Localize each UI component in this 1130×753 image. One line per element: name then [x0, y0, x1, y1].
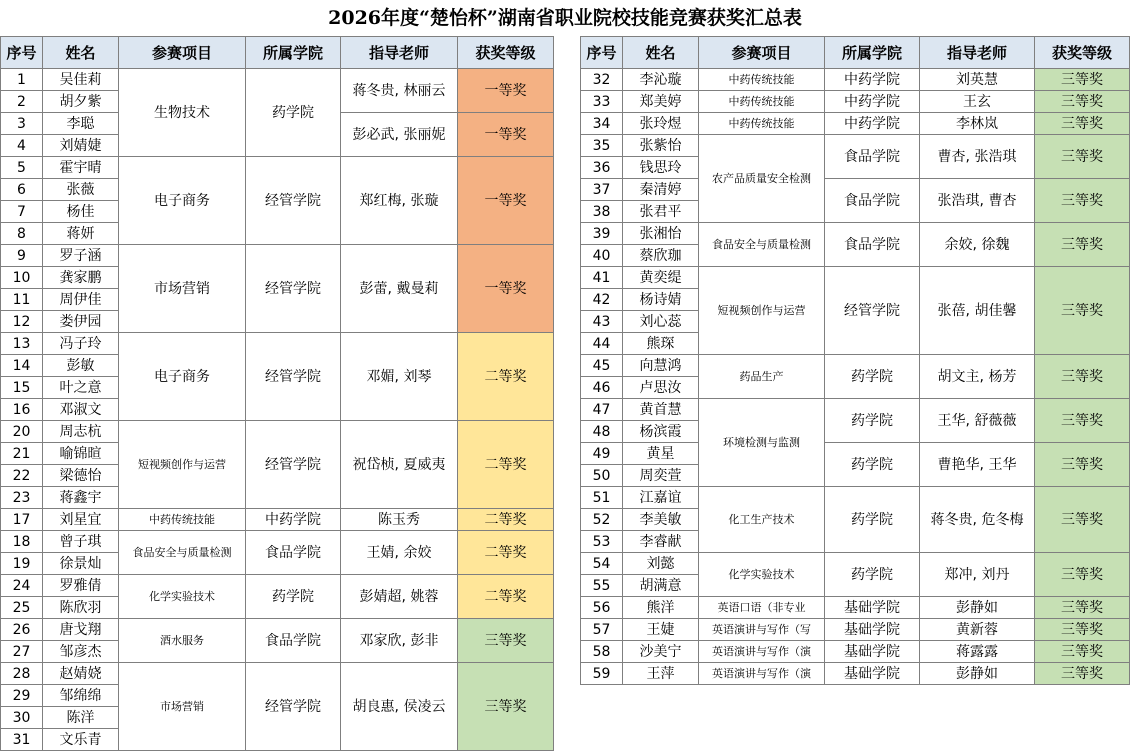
award-level-cell: 一等奖: [458, 113, 554, 157]
award-level-cell: 三等奖: [1035, 443, 1130, 487]
row-number-cell: 36: [581, 157, 623, 179]
project-cell: 英语演讲与写作（演: [699, 641, 825, 663]
project-cell: 电子商务: [119, 157, 246, 245]
student-name-cell: 周志杭: [43, 421, 119, 443]
row-number-cell: 34: [581, 113, 623, 135]
student-name-cell: 钱思玲: [623, 157, 699, 179]
row-number-cell: 19: [1, 553, 43, 575]
teacher-cell: 王玄: [920, 91, 1035, 113]
teacher-cell: 王华, 舒薇薇: [920, 399, 1035, 443]
row-number-cell: 15: [1, 377, 43, 399]
student-name-cell: 吴佳莉: [43, 69, 119, 91]
college-cell: 药学院: [246, 575, 341, 619]
award-table-right: [580, 36, 1130, 685]
award-level-cell: 二等奖: [458, 333, 554, 421]
award-level-cell: 三等奖: [1035, 487, 1130, 553]
table-row: [581, 597, 1130, 619]
college-cell: 中药学院: [825, 113, 920, 135]
table-row: [1, 531, 554, 553]
student-name-cell: 杨佳: [43, 201, 119, 223]
award-level-cell: 二等奖: [458, 575, 554, 619]
student-name-cell: 卢思汝: [623, 377, 699, 399]
row-number-cell: 14: [1, 355, 43, 377]
teacher-cell: 王婧, 余姣: [341, 531, 458, 575]
table-row: [581, 487, 1130, 509]
teacher-cell: 彭婧超, 姚蓉: [341, 575, 458, 619]
teacher-cell: 彭静如: [920, 663, 1035, 685]
college-cell: 经管学院: [246, 663, 341, 751]
student-name-cell: 蔡欣珈: [623, 245, 699, 267]
college-cell: 中药学院: [246, 509, 341, 531]
table-row: [1, 333, 554, 355]
college-cell: 食品学院: [825, 223, 920, 267]
teacher-cell: 张蓓, 胡佳馨: [920, 267, 1035, 355]
award-level-cell: 三等奖: [1035, 135, 1130, 179]
row-number-cell: 37: [581, 179, 623, 201]
college-cell: 经管学院: [246, 333, 341, 421]
teacher-cell: 祝岱桢, 夏威夷: [341, 421, 458, 509]
table-row: [581, 179, 1130, 201]
award-level-cell: 三等奖: [1035, 69, 1130, 91]
student-name-cell: 蒋妍: [43, 223, 119, 245]
project-cell: 英语口语（非专业: [699, 597, 825, 619]
teacher-cell: 曹杏, 张浩琪: [920, 135, 1035, 179]
student-name-cell: 江嘉谊: [623, 487, 699, 509]
row-number-cell: 33: [581, 91, 623, 113]
teacher-cell: 胡良惠, 侯凌云: [341, 663, 458, 751]
project-cell: 中药传统技能: [699, 69, 825, 91]
student-name-cell: 刘心蕊: [623, 311, 699, 333]
project-cell: 中药传统技能: [699, 113, 825, 135]
row-number-cell: 57: [581, 619, 623, 641]
row-number-cell: 26: [1, 619, 43, 641]
student-name-cell: 李聪: [43, 113, 119, 135]
row-number-cell: 51: [581, 487, 623, 509]
row-number-cell: 9: [1, 245, 43, 267]
college-cell: 食品学院: [825, 135, 920, 179]
row-number-cell: 56: [581, 597, 623, 619]
award-level-cell: 三等奖: [1035, 267, 1130, 355]
college-cell: 药学院: [825, 487, 920, 553]
student-name-cell: 周伊佳: [43, 289, 119, 311]
project-cell: 市场营销: [119, 245, 246, 333]
header-teacher: 指导老师: [341, 37, 458, 69]
table-row: [1, 619, 554, 641]
student-name-cell: 秦清婷: [623, 179, 699, 201]
row-number-cell: 3: [1, 113, 43, 135]
college-cell: 中药学院: [825, 91, 920, 113]
row-number-cell: 46: [581, 377, 623, 399]
teacher-cell: 彭蕾, 戴曼莉: [341, 245, 458, 333]
project-cell: 环境检测与监测: [699, 399, 825, 487]
student-name-cell: 张君平: [623, 201, 699, 223]
award-level-cell: 三等奖: [1035, 223, 1130, 267]
row-number-cell: 16: [1, 399, 43, 421]
table-row: [581, 267, 1130, 289]
row-number-cell: 4: [1, 135, 43, 157]
row-number-cell: 38: [581, 201, 623, 223]
table-row: [581, 113, 1130, 135]
student-name-cell: 娄伊园: [43, 311, 119, 333]
row-number-cell: 31: [1, 729, 43, 751]
header-award: 获奖等级: [1035, 37, 1130, 69]
project-cell: 化学实验技术: [119, 575, 246, 619]
table-row: [1, 421, 554, 443]
row-number-cell: 8: [1, 223, 43, 245]
table-row: [581, 619, 1130, 641]
table-row: [581, 399, 1130, 421]
student-name-cell: 罗子涵: [43, 245, 119, 267]
college-cell: 经管学院: [246, 157, 341, 245]
student-name-cell: 张湘怡: [623, 223, 699, 245]
student-name-cell: 邹绵绵: [43, 685, 119, 707]
row-number-cell: 11: [1, 289, 43, 311]
project-cell: 生物技术: [119, 69, 246, 157]
teacher-cell: 胡文主, 杨芳: [920, 355, 1035, 399]
award-level-cell: 一等奖: [458, 157, 554, 245]
row-number-cell: 28: [1, 663, 43, 685]
student-name-cell: 李睿献: [623, 531, 699, 553]
student-name-cell: 张玲煜: [623, 113, 699, 135]
award-level-cell: 三等奖: [1035, 663, 1130, 685]
student-name-cell: 王婕: [623, 619, 699, 641]
student-name-cell: 蒋鑫宇: [43, 487, 119, 509]
award-level-cell: 三等奖: [1035, 619, 1130, 641]
row-number-cell: 23: [1, 487, 43, 509]
college-cell: 食品学院: [246, 619, 341, 663]
project-cell: 酒水服务: [119, 619, 246, 663]
student-name-cell: 冯子玲: [43, 333, 119, 355]
student-name-cell: 向慧鸿: [623, 355, 699, 377]
row-number-cell: 10: [1, 267, 43, 289]
teacher-cell: 邓家欣, 彭非: [341, 619, 458, 663]
student-name-cell: 胡夕紫: [43, 91, 119, 113]
award-level-cell: 三等奖: [1035, 641, 1130, 663]
student-name-cell: 刘懿: [623, 553, 699, 575]
college-cell: 药学院: [825, 443, 920, 487]
header-college: 所属学院: [246, 37, 341, 69]
award-level-cell: 三等奖: [1035, 179, 1130, 223]
table-header-row: [581, 37, 1130, 69]
student-name-cell: 熊洋: [623, 597, 699, 619]
student-name-cell: 张紫怡: [623, 135, 699, 157]
award-level-cell: 二等奖: [458, 509, 554, 531]
table-row: [581, 641, 1130, 663]
table-header-row: [1, 37, 554, 69]
project-cell: 短视频创作与运营: [119, 421, 246, 509]
row-number-cell: 58: [581, 641, 623, 663]
teacher-cell: 郑红梅, 张璇: [341, 157, 458, 245]
teacher-cell: 张浩琪, 曹杏: [920, 179, 1035, 223]
student-name-cell: 黄星: [623, 443, 699, 465]
award-level-cell: 三等奖: [458, 619, 554, 663]
award-level-cell: 三等奖: [1035, 113, 1130, 135]
header-award: 获奖等级: [458, 37, 554, 69]
row-number-cell: 29: [1, 685, 43, 707]
header-project: 参赛项目: [119, 37, 246, 69]
teacher-cell: 曹艳华, 王华: [920, 443, 1035, 487]
project-cell: 中药传统技能: [119, 509, 246, 531]
teacher-cell: 郑冲, 刘丹: [920, 553, 1035, 597]
student-name-cell: 徐景灿: [43, 553, 119, 575]
header-name: 姓名: [623, 37, 699, 69]
project-cell: 英语演讲与写作（写: [699, 619, 825, 641]
table-row: [1, 69, 554, 91]
row-number-cell: 13: [1, 333, 43, 355]
award-level-cell: 二等奖: [458, 531, 554, 575]
header-project: 参赛项目: [699, 37, 825, 69]
table-row: [581, 69, 1130, 91]
student-name-cell: 李美敏: [623, 509, 699, 531]
student-name-cell: 杨诗婧: [623, 289, 699, 311]
student-name-cell: 杨滨霞: [623, 421, 699, 443]
row-number-cell: 44: [581, 333, 623, 355]
row-number-cell: 50: [581, 465, 623, 487]
student-name-cell: 黄首慧: [623, 399, 699, 421]
student-name-cell: 郑美婷: [623, 91, 699, 113]
student-name-cell: 刘星宜: [43, 509, 119, 531]
row-number-cell: 22: [1, 465, 43, 487]
table-row: [581, 355, 1130, 377]
college-cell: 药学院: [825, 355, 920, 399]
student-name-cell: 喻锦暄: [43, 443, 119, 465]
student-name-cell: 赵婧娆: [43, 663, 119, 685]
project-cell: 食品安全与质量检测: [699, 223, 825, 267]
award-level-cell: 三等奖: [1035, 553, 1130, 597]
college-cell: 药学院: [246, 69, 341, 157]
row-number-cell: 7: [1, 201, 43, 223]
student-name-cell: 刘婧婕: [43, 135, 119, 157]
student-name-cell: 陈洋: [43, 707, 119, 729]
row-number-cell: 24: [1, 575, 43, 597]
row-number-cell: 17: [1, 509, 43, 531]
college-cell: 药学院: [825, 399, 920, 443]
project-cell: 市场营销: [119, 663, 246, 751]
teacher-cell: 李林岚: [920, 113, 1035, 135]
teacher-cell: 彭静如: [920, 597, 1035, 619]
row-number-cell: 30: [1, 707, 43, 729]
row-number-cell: 32: [581, 69, 623, 91]
project-cell: 英语演讲与写作（演: [699, 663, 825, 685]
project-cell: 短视频创作与运营: [699, 267, 825, 355]
teacher-cell: 蒋冬贵, 危冬梅: [920, 487, 1035, 553]
student-name-cell: 黄奕缇: [623, 267, 699, 289]
college-cell: 经管学院: [246, 421, 341, 509]
college-cell: 基础学院: [825, 597, 920, 619]
row-number-cell: 52: [581, 509, 623, 531]
page-title: 2026年度“楚怡杯”湖南省职业院校技能竞赛获奖汇总表: [328, 7, 802, 29]
table-row: [581, 663, 1130, 685]
student-name-cell: 彭敏: [43, 355, 119, 377]
student-name-cell: 唐戈翔: [43, 619, 119, 641]
row-number-cell: 2: [1, 91, 43, 113]
college-cell: 基础学院: [825, 663, 920, 685]
award-level-cell: 三等奖: [1035, 597, 1130, 619]
table-row: [1, 575, 554, 597]
college-cell: 经管学院: [246, 245, 341, 333]
college-cell: 食品学院: [246, 531, 341, 575]
row-number-cell: 39: [581, 223, 623, 245]
award-level-cell: 三等奖: [1035, 91, 1130, 113]
award-level-cell: 二等奖: [458, 421, 554, 509]
row-number-cell: 53: [581, 531, 623, 553]
college-cell: 基础学院: [825, 619, 920, 641]
student-name-cell: 邹彦杰: [43, 641, 119, 663]
student-name-cell: 龚家鹏: [43, 267, 119, 289]
row-number-cell: 55: [581, 575, 623, 597]
teacher-cell: 彭必武, 张丽妮: [341, 113, 458, 157]
student-name-cell: 梁德怡: [43, 465, 119, 487]
student-name-cell: 胡满意: [623, 575, 699, 597]
row-number-cell: 45: [581, 355, 623, 377]
table-row: [1, 663, 554, 685]
award-level-cell: 一等奖: [458, 245, 554, 333]
student-name-cell: 张薇: [43, 179, 119, 201]
header-no: 序号: [581, 37, 623, 69]
teacher-cell: 蒋露露: [920, 641, 1035, 663]
teacher-cell: 邓媚, 刘琴: [341, 333, 458, 421]
table-row: [581, 223, 1130, 245]
row-number-cell: 5: [1, 157, 43, 179]
project-cell: 食品安全与质量检测: [119, 531, 246, 575]
table-row: [581, 443, 1130, 465]
teacher-cell: 黄新蓉: [920, 619, 1035, 641]
row-number-cell: 59: [581, 663, 623, 685]
row-number-cell: 27: [1, 641, 43, 663]
student-name-cell: 叶之意: [43, 377, 119, 399]
row-number-cell: 18: [1, 531, 43, 553]
student-name-cell: 罗雅倩: [43, 575, 119, 597]
project-cell: 农产品质量安全检测: [699, 135, 825, 223]
table-row: [581, 91, 1130, 113]
student-name-cell: 邓淑文: [43, 399, 119, 421]
teacher-cell: 陈玉秀: [341, 509, 458, 531]
award-level-cell: 一等奖: [458, 69, 554, 113]
student-name-cell: 霍宇晴: [43, 157, 119, 179]
project-cell: 电子商务: [119, 333, 246, 421]
header-no: 序号: [1, 37, 43, 69]
award-level-cell: 三等奖: [1035, 399, 1130, 443]
project-cell: 中药传统技能: [699, 91, 825, 113]
row-number-cell: 42: [581, 289, 623, 311]
award-level-cell: 三等奖: [1035, 355, 1130, 399]
table-row: [581, 553, 1130, 575]
row-number-cell: 12: [1, 311, 43, 333]
college-cell: 经管学院: [825, 267, 920, 355]
project-cell: 药品生产: [699, 355, 825, 399]
project-cell: 化工生产技术: [699, 487, 825, 553]
student-name-cell: 周奕萱: [623, 465, 699, 487]
row-number-cell: 49: [581, 443, 623, 465]
college-cell: 基础学院: [825, 641, 920, 663]
table-row: [581, 135, 1130, 157]
award-level-cell: 三等奖: [458, 663, 554, 751]
student-name-cell: 沙美宁: [623, 641, 699, 663]
row-number-cell: 35: [581, 135, 623, 157]
table-row: [1, 509, 554, 531]
row-number-cell: 54: [581, 553, 623, 575]
teacher-cell: 蒋冬贵, 林丽云: [341, 69, 458, 113]
project-cell: 化学实验技术: [699, 553, 825, 597]
row-number-cell: 1: [1, 69, 43, 91]
college-cell: 中药学院: [825, 69, 920, 91]
row-number-cell: 6: [1, 179, 43, 201]
row-number-cell: 21: [1, 443, 43, 465]
college-cell: 食品学院: [825, 179, 920, 223]
student-name-cell: 文乐青: [43, 729, 119, 751]
table-row: [1, 245, 554, 267]
row-number-cell: 41: [581, 267, 623, 289]
row-number-cell: 47: [581, 399, 623, 421]
header-teacher: 指导老师: [920, 37, 1035, 69]
student-name-cell: 陈欣羽: [43, 597, 119, 619]
college-cell: 药学院: [825, 553, 920, 597]
header-college: 所属学院: [825, 37, 920, 69]
header-name: 姓名: [43, 37, 119, 69]
row-number-cell: 25: [1, 597, 43, 619]
student-name-cell: 曾子琪: [43, 531, 119, 553]
student-name-cell: 李沁璇: [623, 69, 699, 91]
teacher-cell: 余姣, 徐魏: [920, 223, 1035, 267]
row-number-cell: 20: [1, 421, 43, 443]
row-number-cell: 48: [581, 421, 623, 443]
teacher-cell: 刘英慧: [920, 69, 1035, 91]
student-name-cell: 熊琛: [623, 333, 699, 355]
award-table-left: [0, 36, 554, 751]
table-row: [1, 157, 554, 179]
row-number-cell: 40: [581, 245, 623, 267]
row-number-cell: 43: [581, 311, 623, 333]
student-name-cell: 王萍: [623, 663, 699, 685]
